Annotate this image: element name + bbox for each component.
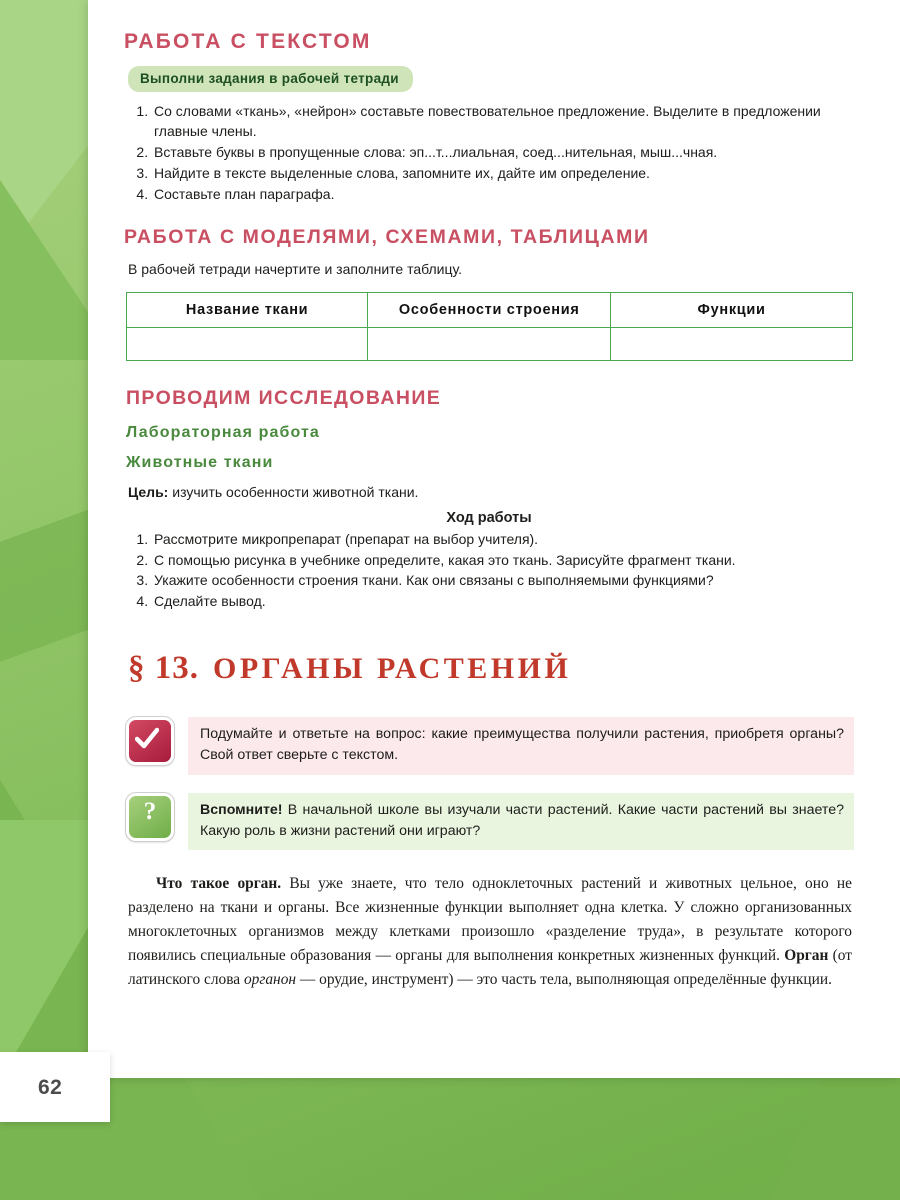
section-heading-models-work: РАБОТА С МОДЕЛЯМИ, СХЕМАМИ, ТАБЛИЦАМИ bbox=[124, 226, 650, 249]
table-column-header: Название ткани bbox=[127, 292, 368, 327]
workbook-badge: Выполни задания в рабочей тетради bbox=[128, 66, 413, 92]
list-item: 3. Укажите особенности строения ткани. Как они связаны с выполняемыми функциями? bbox=[152, 571, 854, 591]
table-row bbox=[127, 327, 853, 360]
callout-remember-text bbox=[188, 793, 854, 851]
table-column-header: Особенности строения bbox=[368, 292, 611, 327]
table-header-row bbox=[127, 292, 853, 327]
list-item: 2. С помощью рисунка в учебнике определите, какая это ткань. Зарисуйте фрагмент ткани. bbox=[152, 551, 854, 571]
section-heading-research: ПРОВОДИМ ИССЛЕДОВАНИЕ bbox=[126, 386, 442, 409]
list-item: 1. Рассмотрите микропрепарат (препарат на выбор учителя). bbox=[152, 530, 854, 550]
check-icon bbox=[126, 717, 174, 765]
page-number-tab bbox=[0, 1052, 110, 1122]
lab-goal-label: Цель: bbox=[128, 483, 169, 500]
body-text-part-1: Вы уже знаете, что тело одноклеточных растений и животных цельное, оно не разделено на ткани и органы. Все жизненные функции выполняет одна клетка. У сложно организованных многоклеточных организмов между клетками произошло «разделение труда», в результате которого появились специальные образования — органы для выполнения конкретных жизненных функций. bbox=[128, 875, 852, 964]
callout-think-text: Подумайте и ответьте на вопрос: какие преимущества получили растения, приобретя органы? Свой ответ сверьте с текстом. bbox=[188, 717, 854, 775]
callout-remember bbox=[126, 793, 854, 851]
body-lead-term: Что такое орган. bbox=[156, 875, 282, 893]
lab-goal-text: изучить особенности животной ткани. bbox=[172, 483, 419, 500]
lab-steps-list bbox=[128, 530, 854, 613]
check-icon-glyph bbox=[135, 727, 159, 749]
body-text-part-2: (от латинского слова bbox=[128, 946, 852, 988]
callout-think bbox=[126, 717, 854, 775]
list-item: 2. Вставьте буквы в пропущенные слова: эп...т...лиальная, соед...нительная, мыш...чная. bbox=[152, 143, 854, 163]
body-term-organ: Орган bbox=[784, 946, 829, 964]
page-content bbox=[124, 30, 854, 992]
models-work-intro: В рабочей тетради начертите и заполните таблицу. bbox=[128, 261, 463, 278]
list-item: 1. Со словами «ткань», «нейрон» составьте повествовательное предложение. Выделите в предложении главные члены. bbox=[152, 102, 854, 142]
section-heading-text-work: РАБОТА С ТЕКСТОМ bbox=[124, 30, 372, 53]
table-cell-empty bbox=[611, 327, 853, 360]
body-term-latin: органон bbox=[243, 970, 297, 988]
table-column-header: Функции bbox=[611, 292, 853, 327]
body-paragraph bbox=[128, 872, 852, 991]
list-item: 3. Найдите в тексте выделенные слова, запомните их, дайте им определение. bbox=[152, 164, 854, 184]
list-item: 4. Составьте план параграфа. bbox=[152, 185, 854, 205]
lab-title: Животные ткани bbox=[126, 453, 274, 471]
lab-label: Лабораторная работа bbox=[126, 423, 320, 441]
text-work-task-list bbox=[128, 102, 854, 204]
list-item: 4. Сделайте вывод. bbox=[152, 592, 854, 612]
lab-steps-title: Ход работы bbox=[446, 509, 532, 526]
body-text-part-3: — орудие, инструмент) — это часть тела, выполняющая определённые функции. bbox=[296, 970, 832, 988]
paragraph-number: § 13. bbox=[128, 650, 199, 687]
callout-remember-body: В начальной школе вы изучали части растений. Какие части растений вы знаете? Какую роль в жизни растений они играют? bbox=[200, 801, 844, 840]
paragraph-title bbox=[128, 650, 854, 687]
lab-goal bbox=[128, 484, 854, 500]
question-icon bbox=[126, 793, 174, 841]
table-cell-empty bbox=[127, 327, 368, 360]
table-cell-empty bbox=[368, 327, 611, 360]
page-number: 62 bbox=[38, 1076, 63, 1099]
question-icon-glyph: ? bbox=[143, 797, 157, 825]
textbook-page bbox=[88, 0, 900, 1078]
tissue-table bbox=[126, 292, 853, 361]
callout-remember-lead: Вспомните! bbox=[200, 801, 283, 818]
paragraph-name: ОРГАНЫ РАСТЕНИЙ bbox=[213, 652, 572, 686]
